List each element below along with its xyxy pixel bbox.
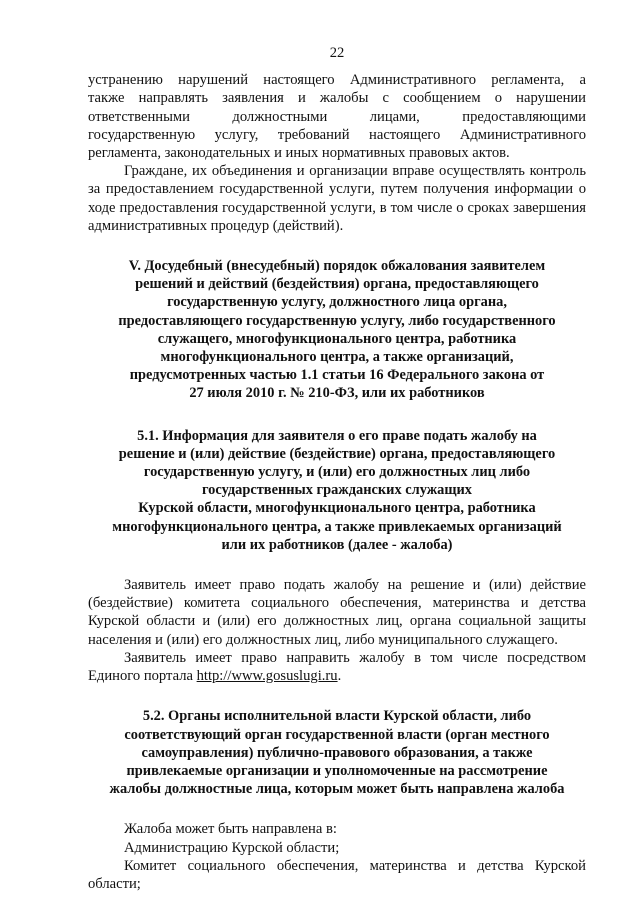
- section-5-1-heading: [88, 427, 586, 554]
- gosuslugi-link[interactable]: http://www.gosuslugi.ru: [196, 668, 338, 685]
- heading-line: Курской области, многофункционального центра, работника: [138, 500, 536, 517]
- text-line: регламента, законодательных и иных нормативных правовых актов.: [88, 145, 510, 162]
- paragraph-4-tail: .: [337, 668, 342, 685]
- heading-line: 5.2. Органы исполнительной власти Курской области, либо: [142, 708, 532, 725]
- recipient-list: [88, 820, 586, 893]
- section-5-2-heading: [88, 707, 586, 798]
- heading-line: V. Досудебный (внесудебный) порядок обжалования заявителем: [128, 258, 546, 275]
- heading-line: государственных гражданских служащих: [202, 482, 472, 499]
- heading-line: жалобы должностные лица, которым может быть направлена жалоба: [109, 781, 565, 798]
- heading-line: государственную услугу, должностного лица органа,: [167, 294, 507, 311]
- list-item: Администрацию Курской области;: [124, 839, 340, 856]
- heading-line: решение и (или) действие (бездействие) органа, предоставляющего: [118, 445, 556, 462]
- paragraph-3: Заявитель имеет право подать жалобу на решение и (или) действие (бездействие) комитета социального обеспечения, материнства и детства Курской области и (или) его должностных лиц, органа социальной защиты населения и (или) его должностных лиц, либо муниципального служащего.: [88, 577, 586, 648]
- heading-line: соответствующий орган государственной власти (орган местного: [124, 726, 550, 743]
- heading-line: многофункционального центра, а также организаций,: [160, 349, 514, 366]
- text-line: ответственными должностными лицами, предоставляющими: [88, 108, 586, 125]
- paragraph-4-text: Заявитель имеет право направить жалобу в том числе посредством Единого портала: [88, 649, 586, 685]
- heading-line: предусмотренных частью 1.1 статьи 16 Федерального закона от: [129, 367, 545, 384]
- list-item: Комитет социального обеспечения, материнства и детства Курской области;: [88, 857, 586, 892]
- text-line: государственную услугу, требований настоящего Административного: [88, 126, 586, 143]
- heading-line: 27 июля 2010 г. № 210-ФЗ, или их работников: [189, 385, 485, 402]
- paragraph-1: [88, 71, 586, 162]
- paragraph-2: Граждане, их объединения и организации вправе осуществлять контроль за предоставлением государственной услуги, путем получения информации о ходе предоставления государственной услуги, в том числе о сроках завершения административных процедур (действий).: [88, 163, 586, 234]
- heading-line: привлекаемые организации и уполномоченные на рассмотрение: [126, 762, 548, 779]
- heading-line: самоуправления) публично-правового образования, а также: [141, 744, 533, 761]
- paragraph-4: [88, 649, 586, 685]
- page-number: 22: [329, 45, 345, 61]
- heading-line: государственную услугу, и (или) его должностных лиц либо: [143, 464, 531, 481]
- heading-line: служащего, многофункционального центра, работника: [157, 330, 517, 347]
- text-line: устранению нарушений настоящего Административного регламента, а: [88, 72, 586, 89]
- heading-line: предоставляющего государственную услугу, либо государственного: [118, 312, 556, 329]
- section-v-heading: [88, 257, 586, 403]
- text-line: также направлять заявления и жалобы с сообщением о нарушении: [88, 90, 586, 107]
- heading-line: многофункционального центра, а также привлекаемых организаций: [112, 518, 562, 535]
- heading-line: или их работников (далее - жалоба): [221, 536, 453, 553]
- heading-line: 5.1. Информация для заявителя о его праве подать жалобу на: [137, 427, 537, 444]
- list-intro: Жалоба может быть направлена в:: [124, 821, 337, 838]
- heading-line: решений и действий (бездействия) органа, предоставляющего: [135, 276, 539, 293]
